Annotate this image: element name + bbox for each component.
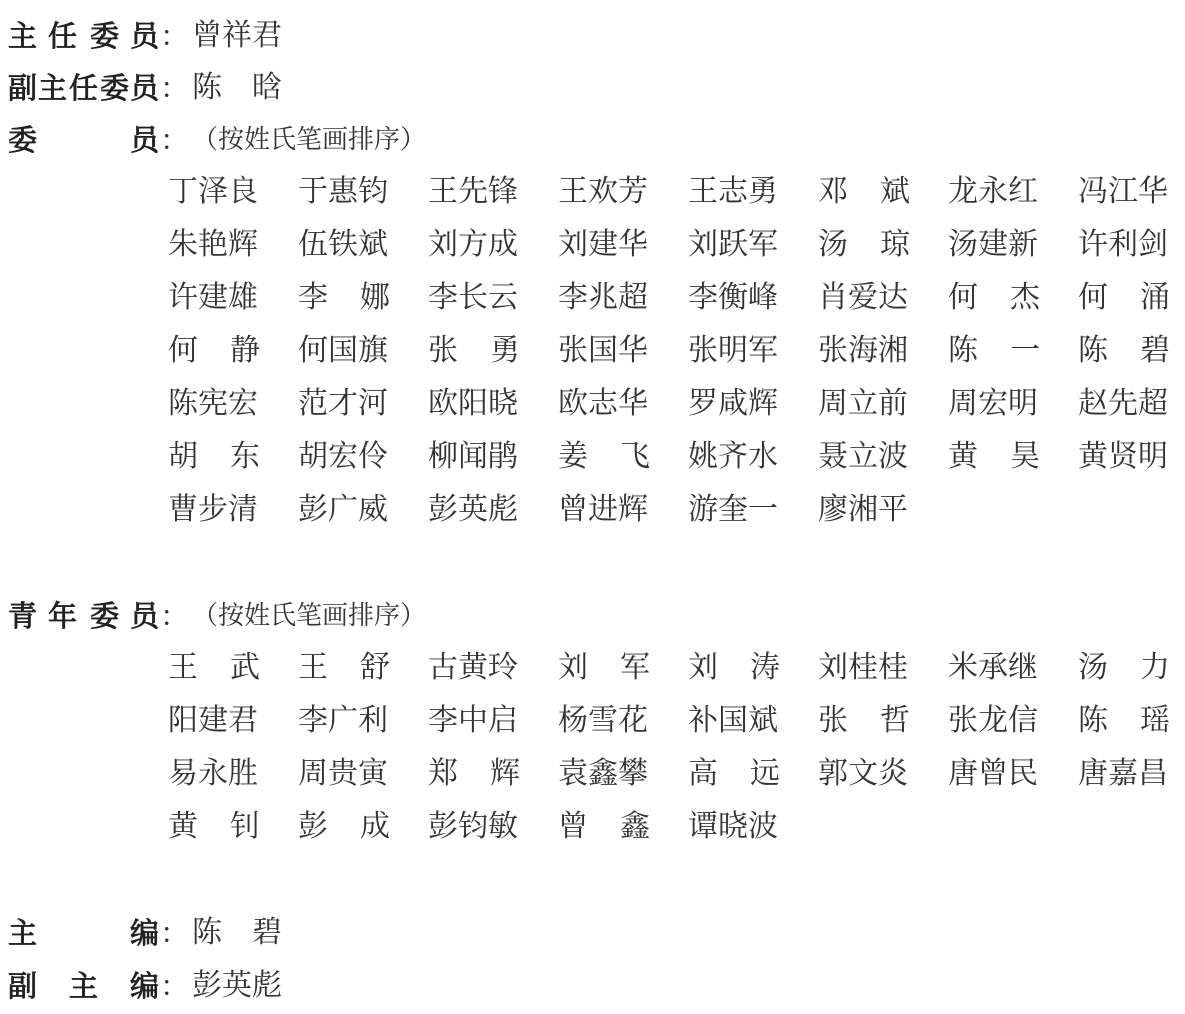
person-name: 王 舒 xyxy=(298,650,390,685)
person-name: 廖湘平 xyxy=(818,492,908,527)
members-row xyxy=(8,120,426,160)
person-name: 何国旗 xyxy=(298,333,388,368)
person-name: 曾 鑫 xyxy=(558,809,650,844)
label-char: 主 xyxy=(38,71,68,105)
person-name: 于惠钧 xyxy=(298,174,388,209)
deputy-editor-name: 彭英彪 xyxy=(192,968,282,1003)
sort-note: （按姓氏笔画排序） xyxy=(192,125,427,155)
chief-editor-name: 陈 碧 xyxy=(192,915,282,950)
person-name: 陈 瑶 xyxy=(1078,703,1170,738)
label-char: 副 xyxy=(8,969,38,1003)
person-name: 汤建新 xyxy=(948,227,1038,262)
person-name: 陈 碧 xyxy=(1078,333,1170,368)
person-name: 王 武 xyxy=(168,650,260,685)
colon: ： xyxy=(160,916,190,950)
person-name: 王先锋 xyxy=(428,174,518,209)
person-name: 袁鑫攀 xyxy=(558,756,648,791)
label-char: 主 xyxy=(8,916,38,950)
label-char: 年 xyxy=(48,599,78,633)
director-row xyxy=(8,16,282,56)
youth-members-label xyxy=(8,596,160,636)
person-name: 唐曾民 xyxy=(948,756,1038,791)
person-name: 彭英彪 xyxy=(428,492,518,527)
person-name: 张龙信 xyxy=(948,703,1038,738)
chief-editor-label xyxy=(8,913,160,953)
person-name: 姚齐水 xyxy=(688,439,778,474)
person-name: 欧阳晓 xyxy=(428,386,518,421)
label-char: 员 xyxy=(130,71,160,105)
person-name: 张国华 xyxy=(558,333,648,368)
person-name: 米承继 xyxy=(948,650,1038,685)
person-name: 彭钧敏 xyxy=(428,809,518,844)
person-name: 刘跃军 xyxy=(688,227,778,262)
person-name: 谭晓波 xyxy=(688,809,778,844)
person-name: 刘桂桂 xyxy=(818,650,908,685)
person-name: 古黄玲 xyxy=(428,650,518,685)
youth-members-row xyxy=(8,596,426,636)
person-name: 周贵寅 xyxy=(298,756,388,791)
person-name: 陈 一 xyxy=(948,333,1040,368)
person-name: 易永胜 xyxy=(168,756,258,791)
colon: ： xyxy=(160,71,190,105)
deputy-editor-row xyxy=(8,966,282,1006)
person-name: 许利剑 xyxy=(1078,227,1168,262)
person-name: 柳闻鹃 xyxy=(428,439,518,474)
person-name: 张海湘 xyxy=(818,333,908,368)
person-name: 刘建华 xyxy=(558,227,648,262)
label-char: 青 xyxy=(8,599,38,633)
person-name: 何 涌 xyxy=(1078,280,1170,315)
person-name: 龙永红 xyxy=(948,174,1038,209)
person-name: 高 远 xyxy=(688,756,780,791)
person-name: 曾进辉 xyxy=(558,492,648,527)
label-char: 任 xyxy=(69,71,99,105)
person-name: 张 勇 xyxy=(428,333,520,368)
colon: ： xyxy=(160,19,190,53)
person-name: 王欢芳 xyxy=(558,174,648,209)
person-name: 欧志华 xyxy=(558,386,648,421)
label-char: 员 xyxy=(130,123,160,157)
person-name: 丁泽良 xyxy=(168,174,258,209)
person-name: 黄 钊 xyxy=(168,809,260,844)
sort-note: （按姓氏笔画排序） xyxy=(192,601,427,631)
person-name: 彭广威 xyxy=(298,492,388,527)
person-name: 杨雪花 xyxy=(558,703,648,738)
person-name: 刘 军 xyxy=(558,650,650,685)
person-name: 冯江华 xyxy=(1078,174,1168,209)
person-name: 许建雄 xyxy=(168,280,258,315)
person-name: 罗咸辉 xyxy=(688,386,778,421)
person-name: 李衡峰 xyxy=(688,280,778,315)
person-name: 曹步清 xyxy=(168,492,258,527)
colon: ： xyxy=(160,969,190,1003)
label-char: 委 xyxy=(90,19,120,53)
person-name: 王志勇 xyxy=(688,174,778,209)
person-name: 张明军 xyxy=(688,333,778,368)
person-name: 伍铁斌 xyxy=(298,227,388,262)
person-name: 李长云 xyxy=(428,280,518,315)
director-label xyxy=(8,16,160,56)
label-char: 员 xyxy=(130,599,160,633)
person-name: 刘 涛 xyxy=(688,650,780,685)
person-name: 赵先超 xyxy=(1078,386,1168,421)
label-char: 委 xyxy=(90,599,120,633)
person-name: 李兆超 xyxy=(558,280,648,315)
person-name: 刘方成 xyxy=(428,227,518,262)
person-name: 聂立波 xyxy=(818,439,908,474)
members-label xyxy=(8,120,160,160)
person-name: 黄 昊 xyxy=(948,439,1040,474)
youth-members-name-grid xyxy=(168,650,1178,862)
person-name: 胡宏伶 xyxy=(298,439,388,474)
person-name: 张 哲 xyxy=(818,703,910,738)
person-name: 黄贤明 xyxy=(1078,439,1168,474)
person-name: 李中启 xyxy=(428,703,518,738)
person-name: 邓 斌 xyxy=(818,174,910,209)
person-name: 姜 飞 xyxy=(558,439,650,474)
person-name: 肖爱达 xyxy=(818,280,908,315)
members-name-grid xyxy=(168,174,1178,545)
label-char: 委 xyxy=(100,71,130,105)
label-char: 委 xyxy=(8,123,38,157)
label-char: 编 xyxy=(130,916,160,950)
person-name: 彭 成 xyxy=(298,809,390,844)
label-char: 主 xyxy=(8,19,38,53)
colon: ： xyxy=(160,123,190,157)
person-name: 唐嘉昌 xyxy=(1078,756,1168,791)
person-name: 阳建君 xyxy=(168,703,258,738)
vice-director-row xyxy=(8,68,282,108)
person-name: 周宏明 xyxy=(948,386,1038,421)
label-char: 编 xyxy=(130,969,160,1003)
person-name: 郑 辉 xyxy=(428,756,520,791)
label-char: 员 xyxy=(130,19,160,53)
person-name: 陈宪宏 xyxy=(168,386,258,421)
person-name: 李 娜 xyxy=(298,280,390,315)
deputy-editor-label xyxy=(8,966,160,1006)
person-name: 范才河 xyxy=(298,386,388,421)
person-name: 胡 东 xyxy=(168,439,260,474)
chief-editor-row xyxy=(8,913,282,953)
label-char: 主 xyxy=(69,969,99,1003)
person-name: 周立前 xyxy=(818,386,908,421)
person-name: 何 杰 xyxy=(948,280,1040,315)
vice-director-label xyxy=(8,68,160,108)
vice-director-name: 陈 晗 xyxy=(192,70,282,105)
label-char: 任 xyxy=(48,19,78,53)
person-name: 朱艳辉 xyxy=(168,227,258,262)
label-char: 副 xyxy=(8,71,38,105)
person-name: 汤 琼 xyxy=(818,227,910,262)
colon: ： xyxy=(160,599,190,633)
person-name: 李广利 xyxy=(298,703,388,738)
person-name: 汤 力 xyxy=(1078,650,1170,685)
person-name: 何 静 xyxy=(168,333,260,368)
person-name: 补国斌 xyxy=(688,703,778,738)
person-name: 游奎一 xyxy=(688,492,778,527)
director-name: 曾祥君 xyxy=(192,18,282,53)
person-name: 郭文炎 xyxy=(818,756,908,791)
